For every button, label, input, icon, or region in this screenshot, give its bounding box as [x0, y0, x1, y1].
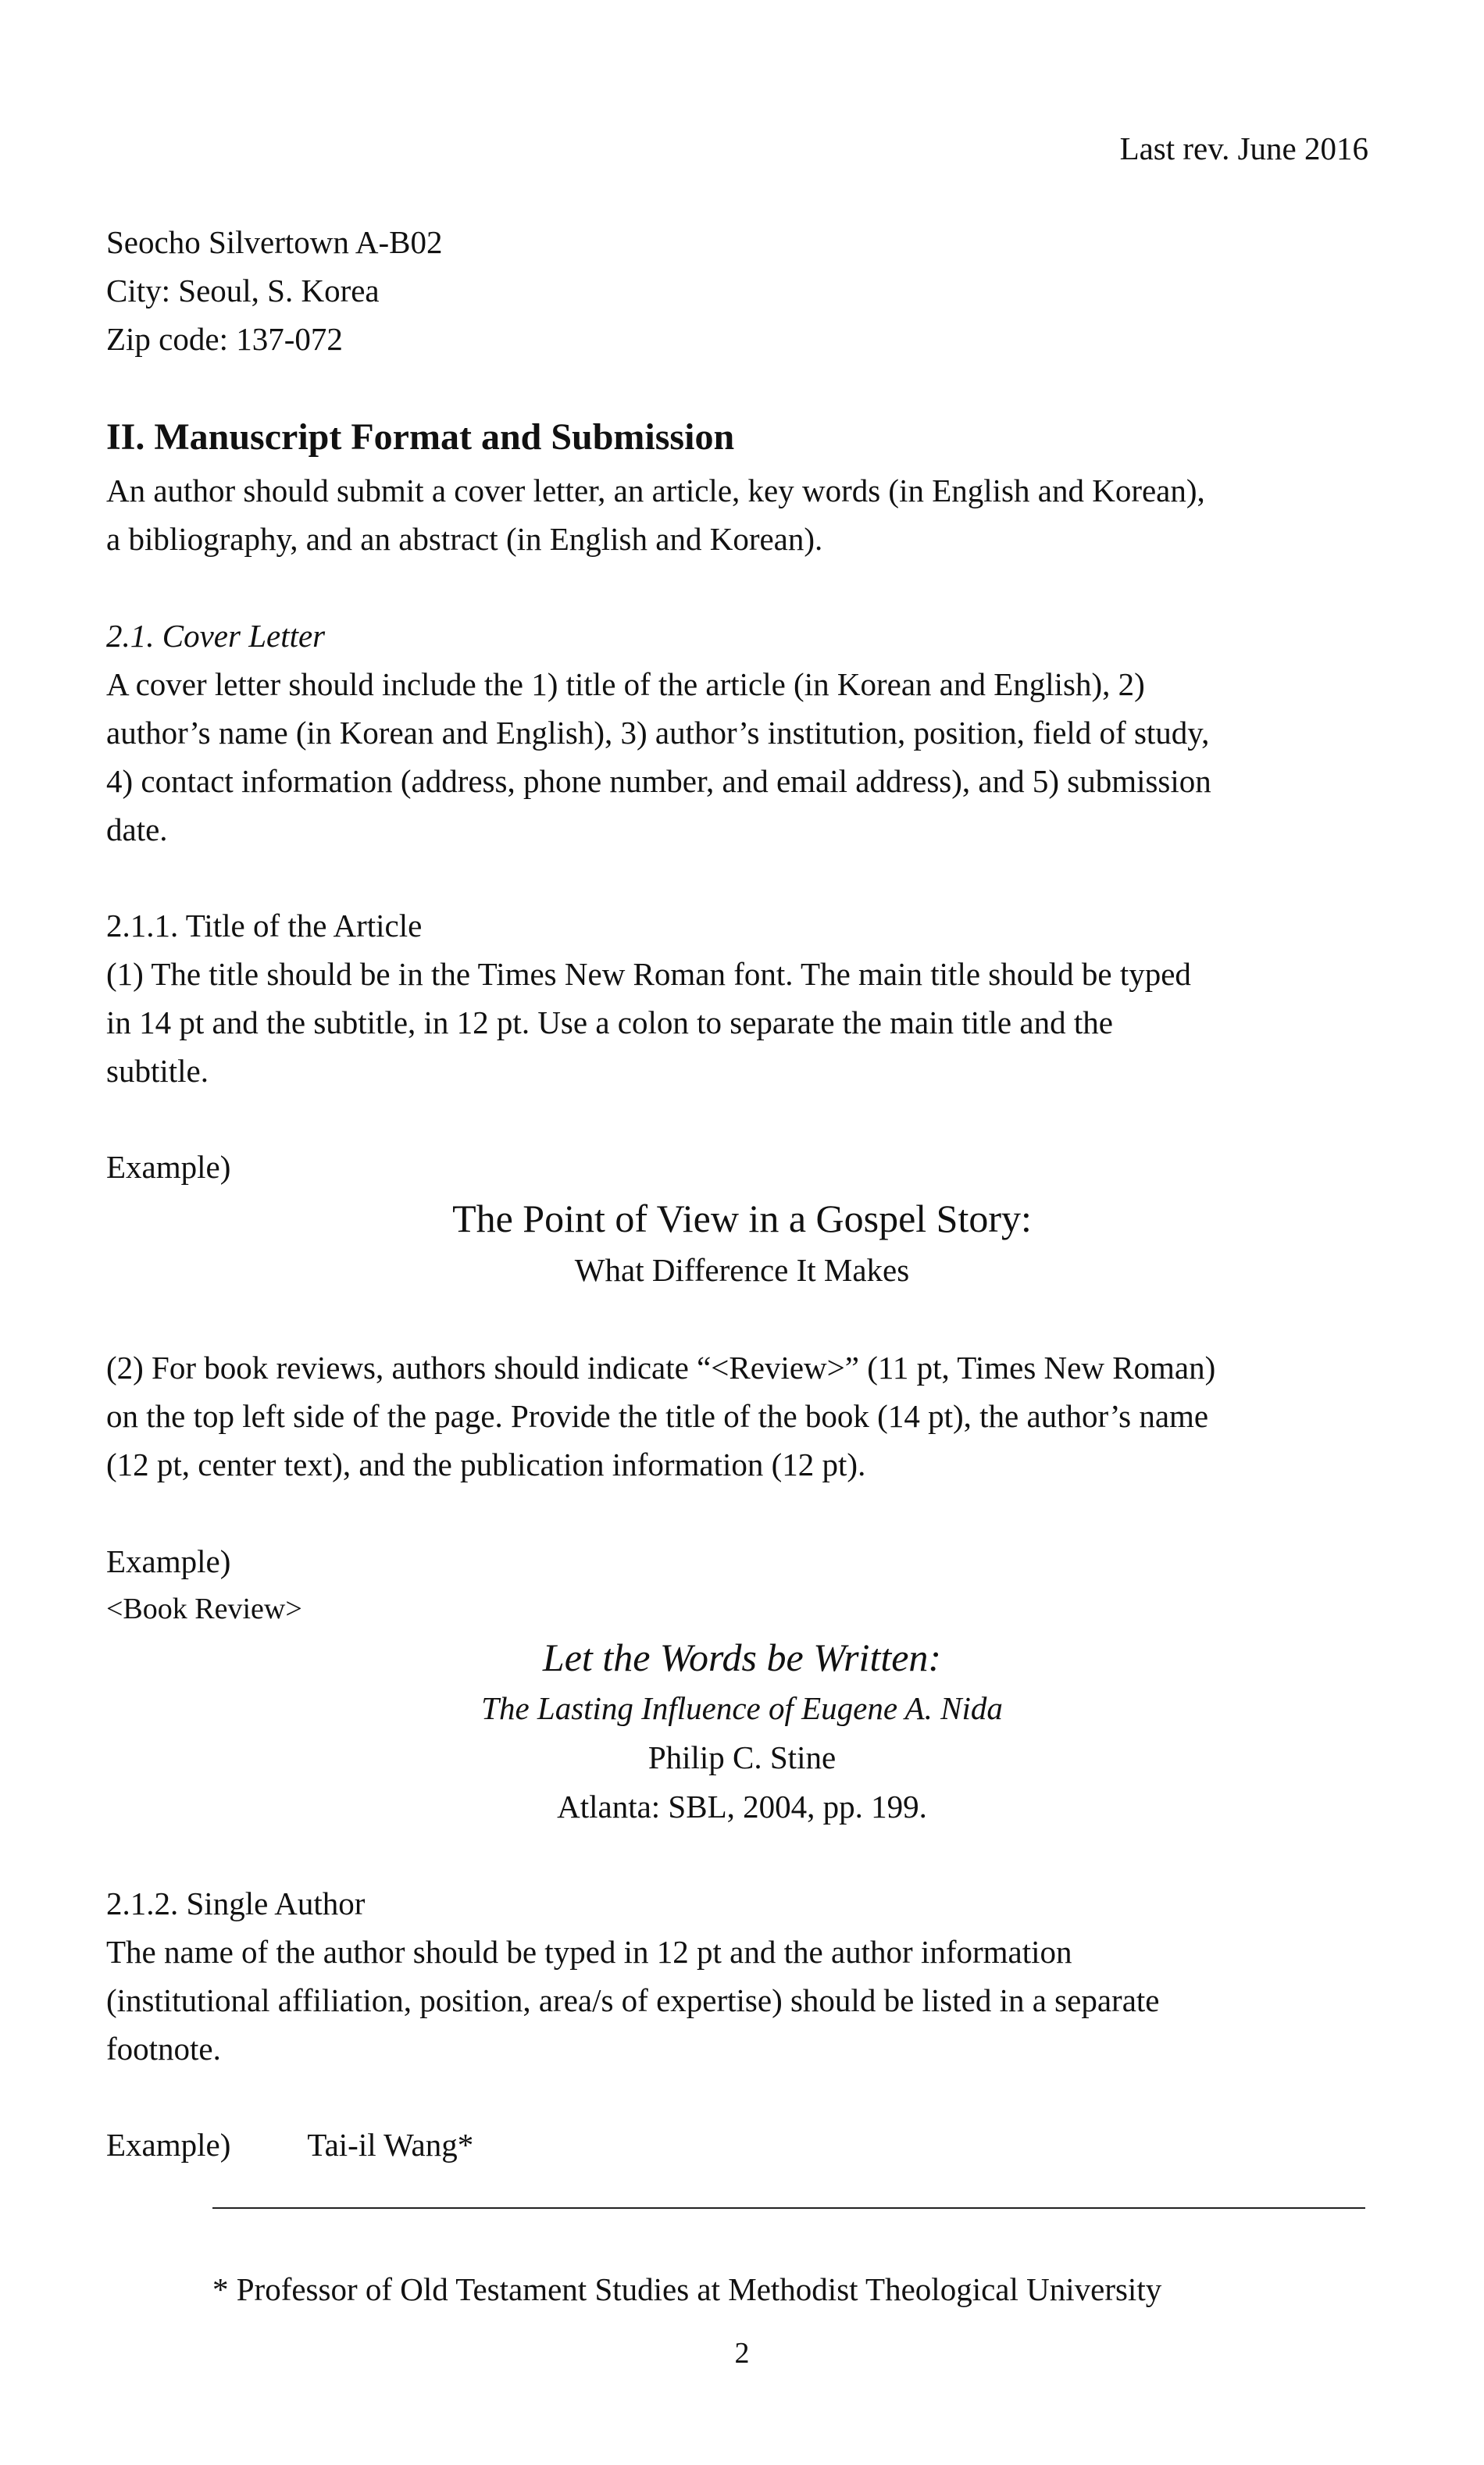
page-number: 2 [734, 2337, 750, 2370]
example-label: Example) [106, 2127, 231, 2163]
single-author-line: footnote. [106, 2031, 221, 2067]
example-subtitle: What Difference It Makes [574, 1252, 910, 1288]
title-rule-line: (1) The title should be in the Times New Roman font. The main title should be typed [106, 956, 1191, 992]
address-line-1: Seocho Silvertown A-B02 [106, 224, 443, 260]
address-line-3: Zip code: 137-072 [106, 321, 343, 357]
section-heading: II. Manuscript Format and Submission [106, 416, 735, 458]
review-book-title: Let the Words be Written: [542, 1636, 942, 1679]
footnote-separator [212, 2207, 1365, 2209]
cover-letter-heading: 2.1. Cover Letter [106, 618, 326, 654]
revision-date: Last rev. June 2016 [1119, 130, 1368, 166]
review-book-subtitle: The Lasting Influence of Eugene A. Nida [481, 1690, 1003, 1726]
title-rule-line: subtitle. [106, 1053, 209, 1089]
example-author-name: Tai-il Wang* [307, 2127, 474, 2163]
cover-letter-line: 4) contact information (address, phone number, and email address), and 5) submission [106, 763, 1211, 799]
single-author-line: The name of the author should be typed in 12 pt and the author information [106, 1934, 1072, 1970]
address-line-2: City: Seoul, S. Korea [106, 273, 380, 309]
example-main-title: The Point of View in a Gospel Story: [452, 1197, 1032, 1240]
single-author-heading: 2.1.2. Single Author [106, 1885, 366, 1921]
section-intro-line: a bibliography, and an abstract (in English and Korean). [106, 521, 823, 557]
cover-letter-line: author’s name (in Korean and English), 3) author’s institution, position, field of study, [106, 715, 1210, 751]
single-author-example [106, 2125, 473, 2164]
footnote-text: * Professor of Old Testament Studies at Methodist Theological University [212, 2271, 1162, 2307]
review-tag: <Book Review> [106, 1593, 302, 1625]
example-label: Example) [106, 1543, 231, 1579]
review-rule-line: on the top left side of the page. Provide the title of the book (14 pt), the author’s name [106, 1398, 1209, 1434]
review-rule-line: (12 pt, center text), and the publication information (12 pt). [106, 1447, 866, 1482]
review-book-author: Philip C. Stine [647, 1739, 837, 1775]
section-intro-line: An author should submit a cover letter, an article, key words (in English and Korean), [106, 473, 1205, 508]
review-rule-line: (2) For book reviews, authors should indicate “<Review>” (11 pt, Times New Roman) [106, 1350, 1216, 1386]
title-of-article-heading: 2.1.1. Title of the Article [106, 908, 423, 944]
review-book-publication: Atlanta: SBL, 2004, pp. 199. [557, 1789, 927, 1825]
cover-letter-line: date. [106, 812, 168, 847]
title-rule-line: in 14 pt and the subtitle, in 12 pt. Use a colon to separate the main title and the [106, 1004, 1113, 1040]
cover-letter-line: A cover letter should include the 1) title of the article (in Korean and English), 2) [106, 666, 1145, 702]
single-author-line: (institutional affiliation, position, area/s of expertise) should be listed in a separate [106, 1982, 1160, 2018]
example-label: Example) [106, 1149, 231, 1185]
